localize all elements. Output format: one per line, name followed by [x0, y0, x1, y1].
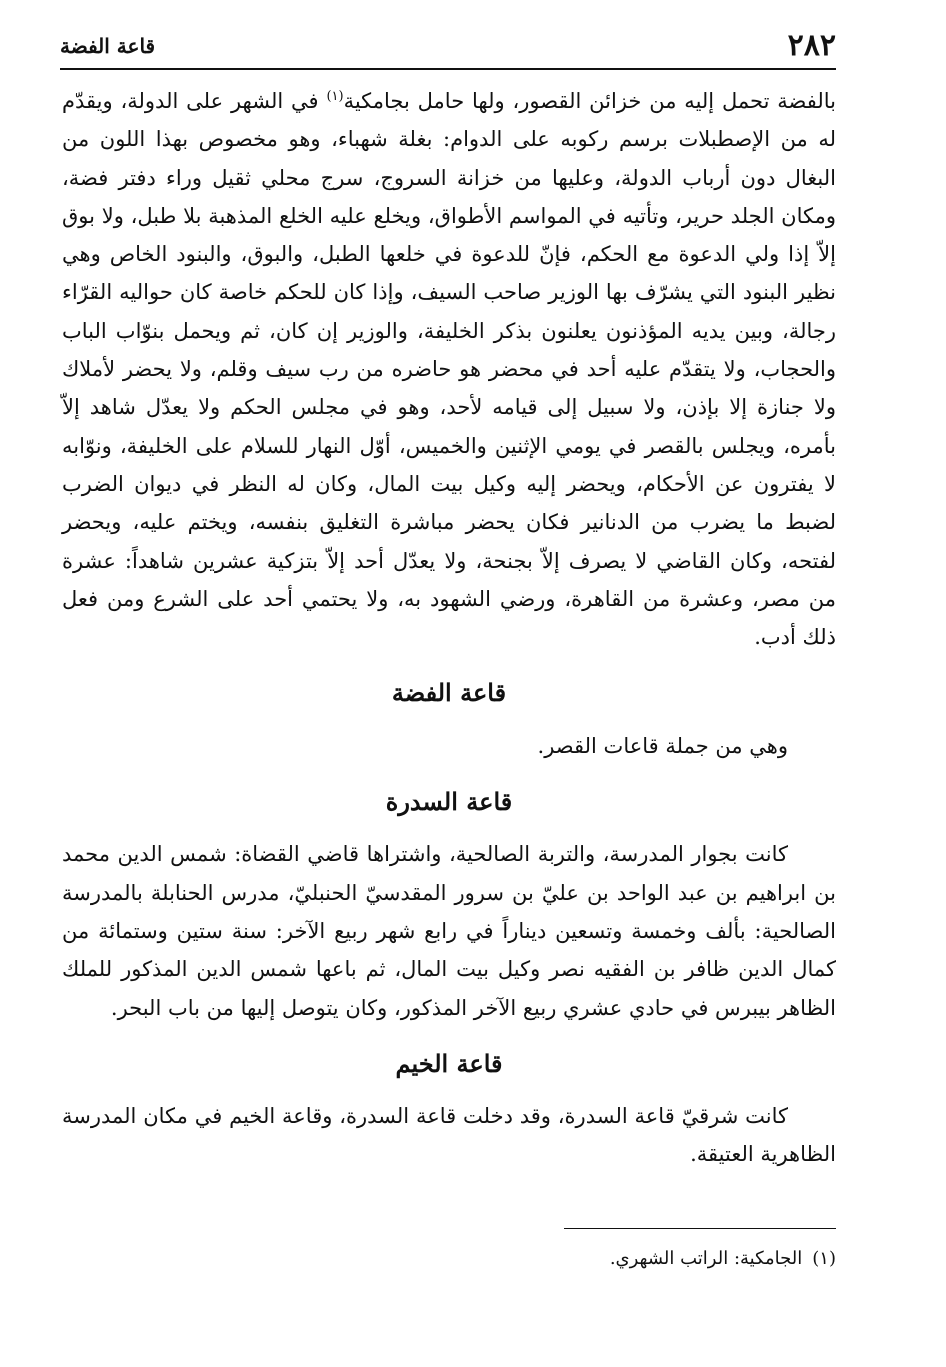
section-title-silver-hall: قاعة الفضة [391, 678, 507, 708]
page-header [60, 28, 836, 70]
main-text [62, 82, 836, 1174]
footnote [196, 1248, 836, 1269]
footnote-text: الجامكية: الراتب الشهري. [609, 1248, 803, 1269]
footnote-reference: (١) [326, 89, 344, 104]
page-number: ٢٨٢ [787, 28, 836, 63]
intro-text-rest: في الشهر على الدولة، ويقدّم له من الإصطبلات برسم ركوبه على الدوام: بغلة شهباء، وهو مخصوص بهذا اللون من البغال دون أرباب الدولة، وعليها من خزانة السروج، سرج محلي ثقيل وراء دفتر فضة، ومكان الجلد حرير، وتأتيه في المواسم الأطواق، ويخلع عليه الخلع المذهبة بلا طبل، ولا بوق إلاّ إذا ولي الدعوة مع الحكم، فإنّ للدعوة في خلعها الطبل، والبوق، والبنود الخاص وهي نظير البنود التي يشرّف بها الوزير صاحب السيف، وإذا كان للحكم خاصة كان حواليه القرّاء رجالة، وبين يديه المؤذنون يعلنون بذكر الخليفة، والوزير إن كان، ثم ويحمل بنوّاب الباب والحجاب، ولا يتقدّم عليه أحد في محضر هو حاضره من رب سيف وقلم، ولا يحضر لأملاك ولا جنازة إلا بإذن، ولا سبيل إلى قيامه لأحد، وهو في مجلس الحكم ولا يعدّل شاهد إلاّ بأمره، ويجلس بالقصر في يومي الإثنين والخميس، أوّل النهار للسلام على الخليفة، ونوّابه لا يفترون عن الأحكام، ويحضر إليه وكيل بيت المال، وكان له النظر في ديوان الضرب لضبط ما يضرب من الدنانير فكان يحضر مباشرة التغليق بنفسه، ويختم عليه، ويحضر لفتحه، وكان القاضي لا يصرف إلاّ بجنحة، ولا يعدّل أحد إلاّ بتزكية عشرين شاهداً: عشرة من مصر، وعشرة من القاهرة، ورضي الشهود به، ولا يحتمي أحد على الشرع ومن فعل ذلك أدب. [62, 89, 836, 650]
intro-text-start: بالفضة تحمل إليه من خزائن القصور، ولها حامل بجامكية [343, 89, 836, 113]
running-title: قاعة الفضة [60, 34, 156, 58]
section-paragraph-silver-hall: وهي من جملة قاعات القصر. [537, 733, 788, 758]
section-paragraph-tents-hall: كانت شرقيّ قاعة السدرة، وقد دخلت قاعة السدرة، وقاعة الخيم في مكان المدرسة الظاهرية العتيقة. [62, 1104, 836, 1167]
footnote-divider [564, 1228, 836, 1229]
footnote-number: (١) [812, 1248, 836, 1269]
section-paragraph-sidra-hall: كانت بجوار المدرسة، والتربة الصالحية، واشتراها قاضي القضاة: شمس الدين محمد بن ابراهيم بن عبد الواحد بن عليّ بن سرور المقدسيّ الحنبليّ، مدرس الحنابلة بالمدرسة الصالحية: بألف وخمسة وتسعين ديناراً في رابع شهر ربيع الآخر: سنة ستين وستمائة من كمال الدين ظافر بن الفقيه نصر وكيل بيت المال، ثم باعها شمس الدين المذكور للملك الظاهر بيبرس في حادي عشري ربيع الآخر المذكور، وكان يتوصل إليها من باب البحر. [62, 842, 836, 1020]
section-title-tents-hall: قاعة الخيم [395, 1048, 503, 1078]
intro-paragraph [62, 82, 836, 656]
section-title-sidra-hall: قاعة السدرة [385, 787, 513, 817]
